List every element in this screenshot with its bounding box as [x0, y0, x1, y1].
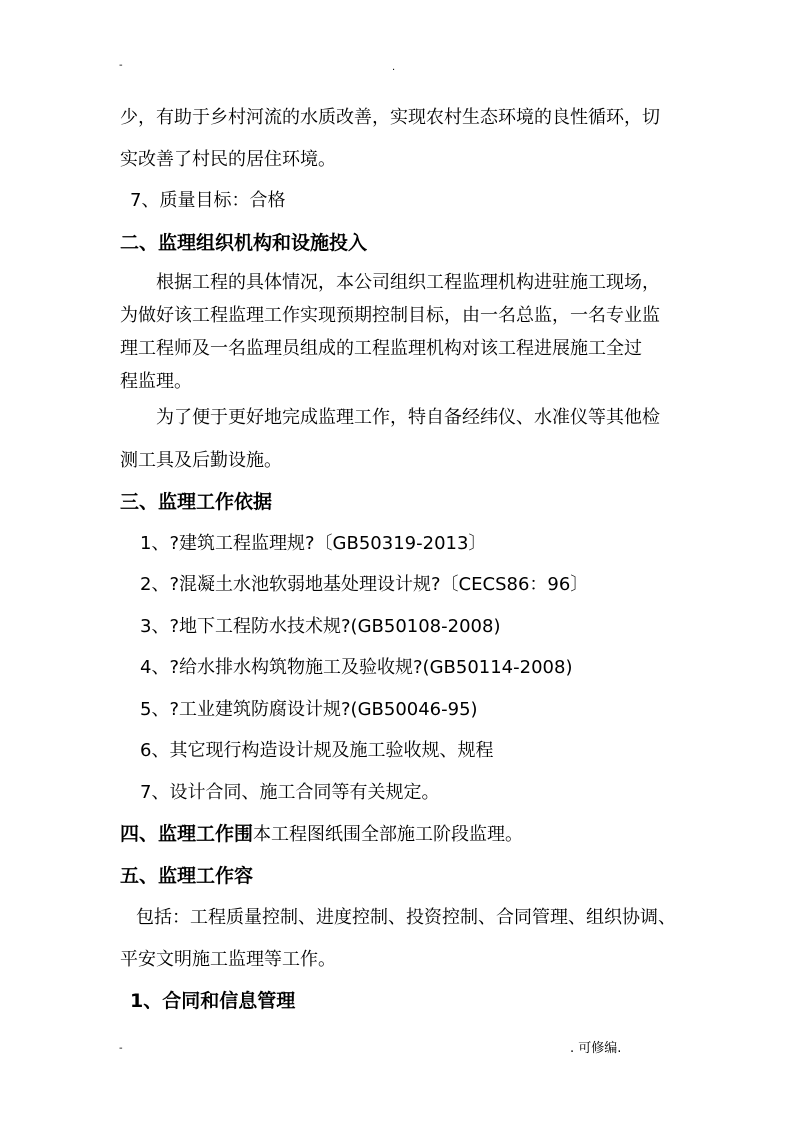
section-4-line: [120, 822, 523, 847]
header-center-mark: .: [392, 62, 396, 73]
paragraph-line: 实改善了村民的居住环境。: [120, 149, 336, 170]
paragraph-line: 程监理。: [120, 371, 192, 392]
footer-left-mark: -: [119, 1043, 123, 1054]
footer-right-text: . 可修编.: [570, 1041, 622, 1056]
basis-list-item: 5、?工业建筑防腐设计规?(GB50046-95): [140, 699, 478, 720]
basis-list-item: 7、设计合同、施工合同等有关规定。: [140, 782, 440, 803]
section-heading: 五、监理工作容: [120, 865, 254, 887]
section-heading: 四、监理工作围: [120, 823, 254, 845]
section-heading: 二、监理组织机构和设施投入: [120, 232, 368, 254]
paragraph-line: 理工程师及一名监理员组成的工程监理机构对该工程进展施工全过: [120, 338, 642, 359]
basis-list-item: 1、?建筑工程监理规?〔GB50319-2013〕: [140, 533, 487, 554]
paragraph-line: 测工具及后勤设施。: [120, 450, 282, 471]
basis-list-item: 3、?地下工程防水技术规?(GB50108-2008): [140, 616, 501, 637]
paragraph-line: 平安文明施工监理等工作。: [120, 949, 336, 970]
paragraph-line: 为做好该工程监理工作实现预期控制目标，由一名总监，一名专业监: [120, 305, 660, 326]
paragraph-line: 为了便于更好地完成监理工作，特自备经纬仪、水准仪等其他检: [156, 407, 660, 428]
paragraph-line: 根据工程的具体情况，本公司组织工程监理机构进驻施工现场，: [156, 272, 660, 293]
section-4-text: 本工程图纸围全部施工阶段监理。: [253, 824, 524, 845]
paragraph-line: 包括：工程质量控制、进度控制、投资控制、合同管理、组织协调、: [136, 907, 676, 928]
section-heading: 三、监理工作依据: [120, 491, 273, 513]
header-left-mark: -: [119, 60, 123, 71]
basis-list-item: 4、?给水排水构筑物施工及验收规?(GB50114-2008): [140, 657, 573, 678]
basis-list-item: 2、?混凝土水池软弱地基处理设计规?〔CECS86：96〕: [140, 574, 589, 595]
paragraph-line: 少，有助于乡村河流的水质改善，实现农村生态环境的良性循环，切: [120, 107, 660, 128]
quality-target-item: 7、质量目标：合格: [130, 190, 286, 211]
basis-list-item: 6、其它现行构造设计规及施工验收规、规程: [140, 740, 494, 761]
subsection-heading: 1、合同和信息管理: [130, 990, 296, 1012]
